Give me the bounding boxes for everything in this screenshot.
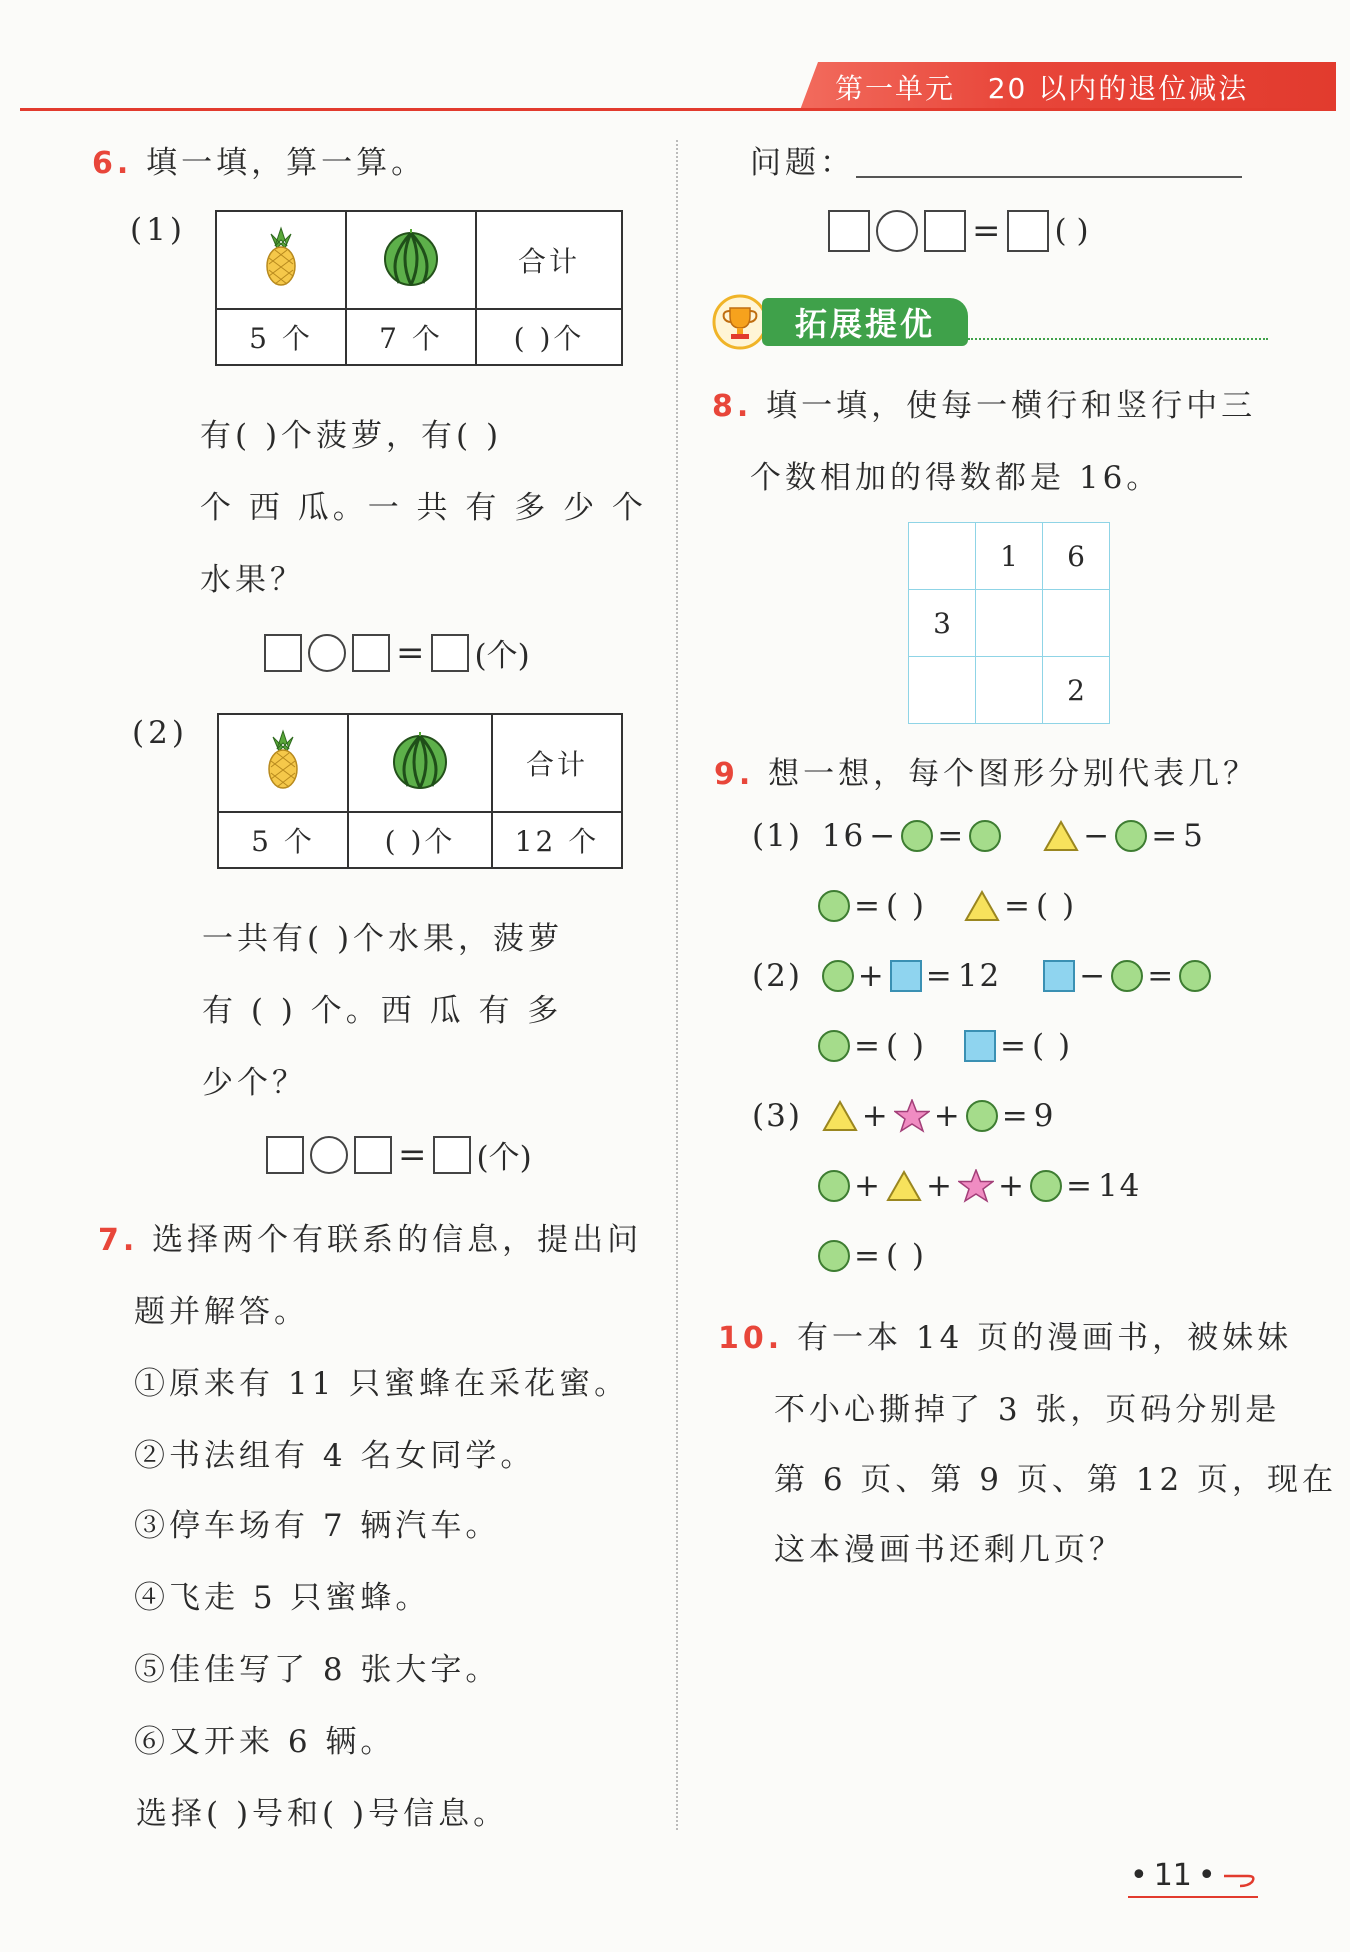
number-12: 12 [957, 958, 1002, 994]
header-title [835, 67, 1248, 107]
number-5: 5 [1183, 818, 1205, 854]
total-count-blank[interactable]: ( )个 [476, 309, 622, 365]
q9-p1-row2: = ( ) = ( ) [818, 888, 1076, 924]
grid-cell[interactable] [976, 657, 1043, 724]
blue-square-icon [1043, 960, 1075, 992]
yellow-triangle-icon [822, 1100, 858, 1132]
watermelon-count-blank[interactable]: ( )个 [348, 812, 492, 868]
watermelon-icon [390, 730, 450, 790]
q7-item-3: ③停车场有 7 辆汽车。 [134, 1508, 501, 1544]
question-label: 问题： [750, 145, 855, 181]
green-circle-icon [966, 1100, 998, 1132]
answer-box[interactable] [264, 634, 302, 672]
q6-p1-line1: 有( )个菠萝，有( ) [200, 418, 503, 454]
circle-answer-blank[interactable]: ( ) [885, 888, 927, 924]
q9-p2-label: (2) [752, 958, 802, 994]
magic-grid [908, 522, 1110, 724]
q10-line4: 这本漫画书还剩几页？ [774, 1532, 1124, 1568]
grid-cell: 6 [1043, 523, 1110, 590]
circle-answer-blank[interactable]: ( ) [885, 1028, 927, 1064]
q9-p2-row1: (2) + = 12 − = [752, 958, 1211, 994]
question-answer-line[interactable] [856, 176, 1242, 178]
q6-part1-table [215, 210, 623, 366]
equals-sign: = [398, 1134, 427, 1175]
q6-p2-equation [266, 1132, 532, 1177]
q6-title: 填一填，算一算。 [146, 145, 427, 181]
q7-text: 选择两个有联系的信息，提出问 [152, 1222, 643, 1258]
unit-blank[interactable]: ( ) [1054, 213, 1089, 249]
q9-p1-row1: (1) 16 − = − = 5 [752, 818, 1205, 854]
q6-p2-line1: 一共有( )个水果，菠萝 [202, 921, 564, 957]
unit-title: 20 以内的退位减法 [987, 72, 1249, 105]
section-rule [968, 338, 1268, 340]
q7-equation [828, 210, 1089, 252]
operator-circle[interactable] [310, 1136, 348, 1174]
square-answer-blank[interactable]: ( ) [1032, 1028, 1073, 1064]
grid-cell[interactable] [909, 523, 976, 590]
page-number-rule [1128, 1896, 1258, 1898]
grid-cell: 1 [976, 523, 1043, 590]
q6-number: 6. [92, 146, 133, 181]
q8-line2: 个数相加的得数都是 16。 [750, 460, 1162, 496]
q7-item-1: ①原来有 11 只蜜蜂在采花蜜。 [134, 1366, 630, 1402]
q6-heading [92, 137, 426, 182]
q10-text: 有一本 14 页的漫画书，被妹妹 [797, 1320, 1293, 1356]
pink-star-icon [894, 1099, 930, 1133]
header-rule [20, 108, 1336, 111]
pineapple-count: 5 个 [216, 309, 346, 365]
q9-p2-row2: = ( ) = ( ) [818, 1028, 1072, 1064]
answer-box[interactable] [431, 634, 469, 672]
unit-label: (个) [474, 638, 530, 674]
watermelon-count: 7 个 [346, 309, 476, 365]
page-curl-icon [1222, 1864, 1258, 1888]
q7-item-4: ④飞走 5 只蜜蜂。 [134, 1580, 431, 1616]
pink-star-icon [958, 1169, 994, 1203]
green-circle-icon [818, 1170, 850, 1202]
pineapple-icon [263, 729, 303, 791]
circle-answer-blank[interactable]: ( ) [885, 1238, 927, 1274]
blue-square-icon [964, 1030, 996, 1062]
q10-number: 10. [718, 1321, 784, 1356]
answer-box[interactable] [433, 1136, 471, 1174]
green-circle-icon [969, 820, 1001, 852]
q7-item-2: ②书法组有 4 名女同学。 [134, 1438, 536, 1474]
number-16: 16 [821, 818, 866, 854]
answer-box[interactable] [352, 634, 390, 672]
q10-line2: 不小心撕掉了 3 张，页码分别是 [774, 1392, 1281, 1428]
grid-cell: 3 [909, 590, 976, 657]
pineapple-count: 5 个 [218, 812, 348, 868]
green-circle-icon [1115, 820, 1147, 852]
answer-box[interactable] [828, 210, 870, 252]
q6-p2-line2: 有 ( ) 个。西 瓜 有 多 [202, 993, 563, 1029]
q9-p3-label: (3) [752, 1098, 802, 1134]
pineapple-cell [218, 714, 348, 812]
q9-heading [714, 748, 1258, 793]
unit-label: (个) [476, 1140, 532, 1176]
green-circle-icon [818, 890, 850, 922]
section-banner [762, 298, 968, 346]
grid-cell[interactable] [909, 657, 976, 724]
answer-box[interactable] [354, 1136, 392, 1174]
green-circle-icon [818, 1030, 850, 1062]
unit-label: 第一单元 [835, 72, 956, 105]
q9-p3-row3: = ( ) [818, 1238, 926, 1274]
q9-title: 想一想，每个图形分别代表几？ [768, 756, 1259, 792]
green-circle-icon [901, 820, 933, 852]
pineapple-cell [216, 211, 346, 309]
watermelon-cell [348, 714, 492, 812]
q6-p1-line3: 水果？ [200, 562, 305, 598]
yellow-triangle-icon [964, 890, 1000, 922]
q7-number: 7. [98, 1223, 139, 1258]
grid-cell: 2 [1043, 657, 1110, 724]
equals-sign: = [972, 211, 1001, 251]
number-9: 9 [1033, 1098, 1056, 1134]
q9-number: 9. [714, 757, 755, 792]
q7-item-6: ⑥又开来 6 辆。 [134, 1724, 396, 1760]
trophy-icon [712, 294, 768, 350]
yellow-triangle-icon [886, 1170, 922, 1202]
q9-p1-label: (1) [752, 818, 802, 854]
q6-p1-line2: 个 西 瓜。一 共 有 多 少 个 [200, 490, 647, 526]
q9-p3-row2: + + + = 14 [818, 1168, 1141, 1204]
watermelon-cell [346, 211, 476, 309]
q10-line3: 第 6 页、第 9 页、第 12 页，现在 [774, 1462, 1338, 1498]
q8-number: 8. [712, 389, 753, 424]
q6-part2-table [217, 713, 623, 869]
q7-item-5: ⑤佳佳写了 8 张大字。 [134, 1652, 501, 1688]
pineapple-icon [261, 226, 301, 288]
total-header-cell: 合计 [476, 211, 622, 309]
green-circle-icon [818, 1240, 850, 1272]
q6-part2-label: (2) [132, 715, 188, 751]
q7-line2: 题并解答。 [134, 1294, 309, 1330]
page-number-block: • 11 • [1130, 1858, 1258, 1893]
column-divider [676, 140, 678, 1830]
triangle-answer-blank[interactable]: ( ) [1036, 888, 1077, 924]
q9-p3-row1: (3) + + = 9 [752, 1098, 1056, 1134]
watermelon-icon [381, 227, 441, 287]
q8-text: 填一填，使每一横行和竖行中三 [766, 388, 1257, 424]
q7-choose: 选择( )号和( )号信息。 [136, 1796, 509, 1832]
grid-cell[interactable] [1043, 590, 1110, 657]
answer-box[interactable] [1007, 210, 1049, 252]
total-count: 12 个 [492, 812, 622, 868]
q7-line1 [98, 1214, 642, 1259]
green-circle-icon [1111, 960, 1143, 992]
number-14: 14 [1097, 1168, 1142, 1204]
answer-box[interactable] [266, 1136, 304, 1174]
page-number: 11 [1153, 1858, 1192, 1893]
q6-p2-line3: 少个？ [202, 1065, 307, 1101]
yellow-triangle-icon [1043, 820, 1079, 852]
section-title: 拓展提优 [794, 305, 935, 343]
operator-circle[interactable] [308, 634, 346, 672]
equals-sign: = [396, 632, 425, 673]
green-circle-icon [822, 960, 854, 992]
green-circle-icon [1030, 1170, 1062, 1202]
total-header-cell: 合计 [492, 714, 622, 812]
answer-box[interactable] [924, 210, 966, 252]
q8-line1 [712, 380, 1256, 425]
green-circle-icon [1179, 960, 1211, 992]
q6-p1-equation [264, 630, 530, 675]
operator-circle[interactable] [876, 210, 918, 252]
blue-square-icon [890, 960, 922, 992]
q10-line1 [718, 1312, 1292, 1357]
q6-part1-label: (1) [130, 212, 186, 248]
grid-cell[interactable] [976, 590, 1043, 657]
